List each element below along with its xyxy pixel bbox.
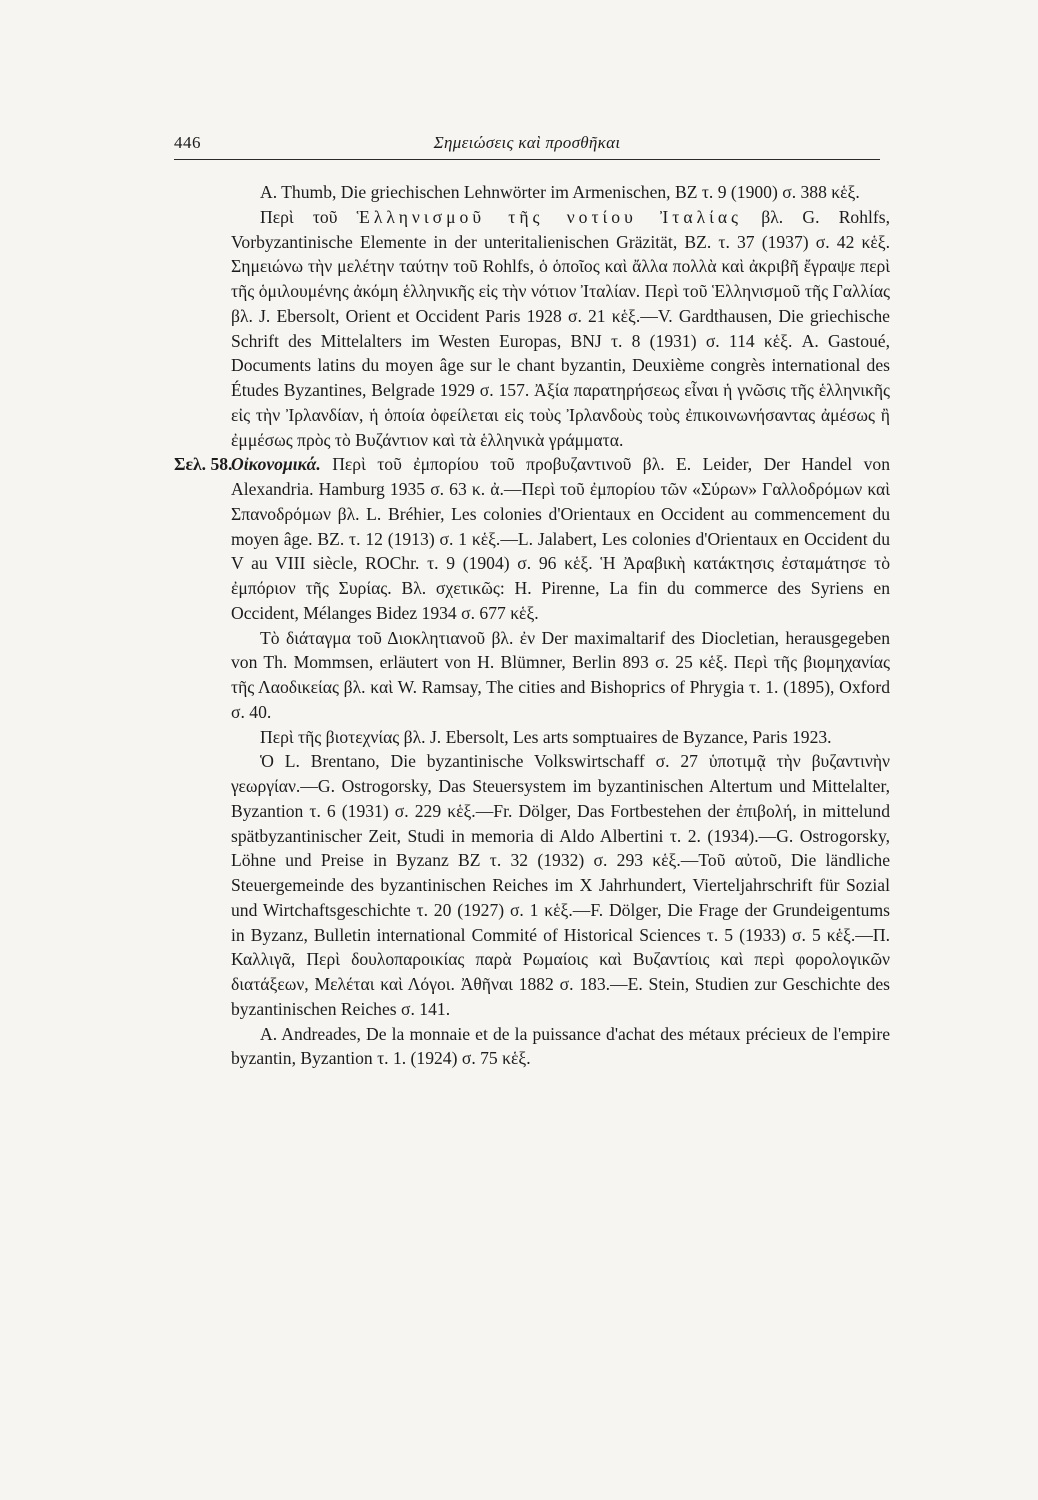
paragraph-intro: Περὶ τοῦ — [260, 206, 338, 227]
running-title: Σημειώσεις καὶ προσθῆκαι — [433, 133, 621, 152]
section-label: Σελ. 58. — [174, 454, 233, 475]
paragraph-andreades: A. Andreades, De la monnaie et de la puissance d'achat des métaux précieux de l'empire byzantin, Byzantion τ. 1. (1924) σ. 75 κἑξ. — [231, 1023, 890, 1069]
spaced-heading: Ἑλληνισμοῦ τῆς νοτίου Ἰταλίας — [356, 206, 743, 227]
page-header — [174, 133, 880, 161]
paragraph-crafts: Περὶ τῆς βιοτεχνίας βλ. J. Ebersolt, Les arts somptuaires de Byzance, Paris 1923. — [260, 726, 832, 747]
paragraph-diocletian: Τὸ διάταγμα τοῦ Διοκλητιανοῦ βλ. ἐν Der maximaltarif des Diocletian, herausgegeben von Th. Mommsen, erläutert von H. Blümner, Berlin 893 σ. 25 κἑξ. Περὶ τῆς βιομηχανίας τῆς Λαοδικείας βλ. καὶ W. Ramsay, The cities and Bishoprics of Phrygia τ. 1. (1895), Oxford σ. 40. — [231, 627, 890, 722]
section-title: Οἰκονομικά. — [231, 454, 321, 475]
paragraph-body: βλ. G. Rohlfs, Vorbyzantinische Elemente in der unteritalienischen Gräzität, BZ. τ. 37 (1937) σ. 42 κἑξ. Σημειώνω τὴν μελέτην ταύτην τοῦ Rohlfs, ὁ ὁποῖος καὶ ἄλλα πολλὰ καὶ ἀκριβῆ ἔγραψε περὶ τῆς ὁμιλουμένης ἀκόμη ἑλληνικῆς εἰς τὴν νότιον Ἰταλίαν. Περὶ τοῦ Ἑλληνισμοῦ τῆς Γαλλίας βλ. J. Ebersolt, Orient et Occident Paris 1928 σ. 21 κἑξ.—V. Gardthausen, Die griechische Schrift des Mittelalters im Westen Europas, BNJ τ. 8 (1931) σ. 114 κἑξ. A. Gastoué, Documents latins du moyen âge sur le chant byzantin, Deuxième congrès international des Études Byzantines, Belgrade 1929 σ. 157. Ἀξία παρατηρήσεως εἶναι ἡ γνῶσις τῆς ἑλληνικῆς εἰς τὴν Ἰρλανδίαν, ἡ ὁποία ὀφείλεται εἰς τοὺς Ἰρλανδοὺς τοὺς ἐπικοινωνήσαντας ἀμέσως ἢ ἐμμέσως πρὸς τὸ Βυζάντιον καὶ τὰ ἑλληνικὰ γράμματα. — [231, 206, 891, 450]
section-page-58 — [174, 452, 890, 625]
paragraph-economy-refs: Ὁ L. Brentano, Die byzantinische Volkswirtschaff σ. 27 ὑποτιμᾷ τὴν βυζαντινὴν γεωργίαν.—G. Ostrogorsky, Das Steuersystem im byzantinischen Altertum und Mittelalter, Byzantion τ. 6 (1931) σ. 229 κἑξ.—Fr. Dölger, Das Fortbestehen der ἐπιβολή, in mittelund spätbyzantinischer Zeit, Studi in memoria di Aldo Albertini τ. 2. (1934).—G. Ostrogorsky, Löhne und Preise in Byzanz BZ τ. 32 (1932) σ. 293 κἑξ.—Τοῦ αὐτοῦ, Die ländliche Steuergemeinde des byzantinischen Reiches im X Jahrhundert, Vierteljahrschrift für Sozial und Wirtchaftsgeschichte τ. 20 (1927) σ. 1 κἑξ.—F. Dölger, Die Frage der Grundeigentums in Byzanz, Bulletin international Commité of Historical Sciences τ. 5 (1933) σ. 5 κἑξ.—Π. Καλλιγᾶ, Περὶ δουλοπαροικίας παρὰ Ρωμαίοις καὶ Βυζαντίοις καὶ περὶ φορολογικῶν διατάξεων, Μελέται καὶ Λόγοι. Ἀθῆναι 1882 σ. 183.—E. Stein, Studien zur Geschichte des byzantinischen Reiches σ. 141. — [231, 751, 890, 1019]
page-number: 446 — [174, 133, 201, 152]
paragraph-economics — [231, 452, 890, 625]
body-text — [174, 180, 891, 1071]
section-text: Περὶ τοῦ ἐμπορίου τοῦ προβυζαντινοῦ βλ. E. Leider, Der Handel von Alexandria. Hamburg 1935 σ. 63 κ. ἀ.—Περὶ τοῦ ἐμπορίου τῶν «Σύρων» Γαλλοδρόμων καὶ Σπανοδρόμων βλ. L. Bréhier, Les colonies d'Orientaux en Occident au commencement du moyen âge. BZ. τ. 12 (1913) σ. 1 κἑξ.—L. Jalabert, Les colonies d'Orientaux en Occident du V au VIII siècle, ROChr. τ. 9 (1904) σ. 96 κἑξ. Ἡ Ἀραβικὴ κατάκτησις ἐσταμάτησε τὸ ἐμπόριον τῆς Συρίας. Βλ. σχετικῶς: H. Pirenne, La fin du commerce des Syriens en Occident, Mélanges Bidez 1934 σ. 677 κἑξ. — [231, 454, 890, 623]
paragraph-italy-hellenism — [231, 205, 890, 453]
header-divider — [174, 159, 880, 160]
paragraph-thumb: A. Thumb, Die griechischen Lehnwörter im Armenischen, BZ τ. 9 (1900) σ. 388 κἑξ. — [260, 182, 860, 202]
